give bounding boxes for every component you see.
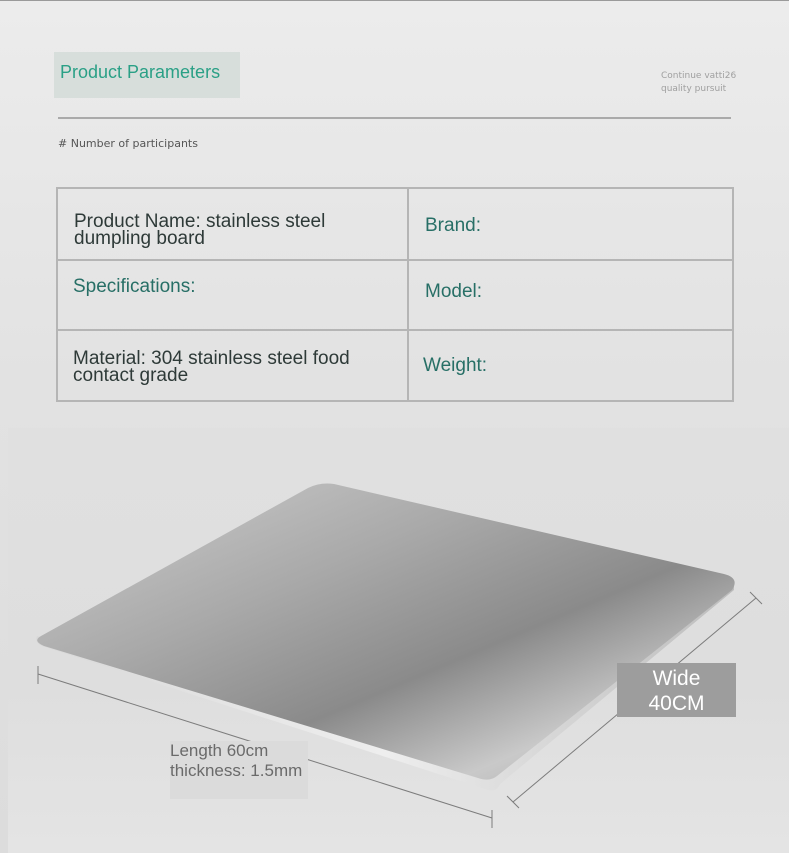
section-title: Product Parameters	[54, 52, 240, 98]
width-value: 40CM	[648, 692, 705, 715]
width-label-word: Wide	[652, 667, 701, 690]
length-thickness-box	[170, 741, 308, 799]
width-label-box	[617, 663, 736, 717]
brand-label: Brand:	[425, 215, 481, 236]
product-name-line-1: Product Name: stainless steel	[74, 211, 326, 232]
product-name-line-2: dumpling board	[74, 228, 205, 249]
thickness-label: thickness: 1.5mm	[170, 761, 303, 780]
specifications-label: Specifications:	[73, 276, 196, 297]
material-line-1: Material: 304 stainless steel food	[73, 348, 350, 369]
board-top-face	[37, 484, 735, 780]
length-label: Length 60cm	[170, 741, 269, 760]
weight-label: Weight:	[423, 355, 488, 376]
material-line-2: contact grade	[73, 365, 189, 386]
tagline-line-2: quality pursuit	[661, 84, 727, 94]
tagline-line-1: Continue vatti26	[661, 71, 737, 81]
model-label: Model:	[425, 281, 483, 302]
participants-subheading: # Number of participants	[58, 137, 198, 150]
